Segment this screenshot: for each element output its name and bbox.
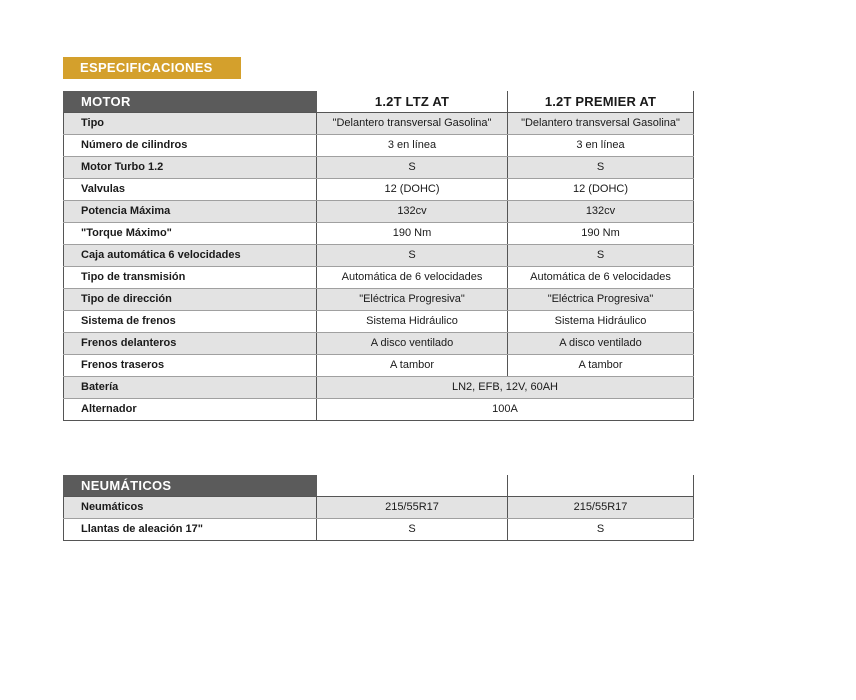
motor-spec-table (63, 91, 694, 421)
row-value-premier: 12 (DOHC) (508, 178, 694, 200)
row-label: Tipo de dirección (64, 288, 317, 310)
row-value-merged: LN2, EFB, 12V, 60AH (317, 376, 694, 398)
column-header-ltz: 1.2T LTZ AT (317, 91, 508, 112)
table-row (64, 496, 694, 518)
row-label: Neumáticos (64, 496, 317, 518)
row-value-premier: S (508, 518, 694, 540)
row-value-ltz: Sistema Hidráulico (317, 310, 508, 332)
table-row (64, 156, 694, 178)
row-value-premier: 215/55R17 (508, 496, 694, 518)
row-value-premier: Automática de 6 velocidades (508, 266, 694, 288)
row-label: Alternador (64, 398, 317, 420)
row-label: Valvulas (64, 178, 317, 200)
row-value-premier: 190 Nm (508, 222, 694, 244)
row-value-premier: "Delantero transversal Gasolina" (508, 112, 694, 134)
row-label: Potencia Máxima (64, 200, 317, 222)
motor-header-row (64, 91, 694, 112)
row-value-ltz: S (317, 156, 508, 178)
table-row (64, 266, 694, 288)
table-row (64, 518, 694, 540)
row-value-ltz: 132cv (317, 200, 508, 222)
row-label: Caja automática 6 velocidades (64, 244, 317, 266)
row-value-ltz: A disco ventilado (317, 332, 508, 354)
row-value-premier: 3 en línea (508, 134, 694, 156)
column-header-empty (508, 475, 694, 496)
tires-spec-table (63, 475, 694, 541)
row-value-premier: A tambor (508, 354, 694, 376)
table-row (64, 178, 694, 200)
row-value-premier: Sistema Hidráulico (508, 310, 694, 332)
row-label: Número de cilindros (64, 134, 317, 156)
tires-header-row (64, 475, 694, 496)
row-value-ltz: 190 Nm (317, 222, 508, 244)
row-value-ltz: A tambor (317, 354, 508, 376)
table-row (64, 244, 694, 266)
row-value-premier: S (508, 244, 694, 266)
row-value-ltz: S (317, 244, 508, 266)
row-value-premier: S (508, 156, 694, 178)
table-row (64, 398, 694, 420)
table-row (64, 288, 694, 310)
row-label: "Torque Máximo" (64, 222, 317, 244)
row-value-ltz: "Delantero transversal Gasolina" (317, 112, 508, 134)
column-header-empty (317, 475, 508, 496)
row-value-premier: "Eléctrica Progresiva" (508, 288, 694, 310)
row-value-ltz: S (317, 518, 508, 540)
row-label: Frenos delanteros (64, 332, 317, 354)
row-label: Frenos traseros (64, 354, 317, 376)
row-value-ltz: 215/55R17 (317, 496, 508, 518)
row-value-merged: 100A (317, 398, 694, 420)
row-value-ltz: "Eléctrica Progresiva" (317, 288, 508, 310)
section-title: ESPECIFICACIONES (63, 57, 241, 79)
row-label: Sistema de frenos (64, 310, 317, 332)
row-label: Tipo (64, 112, 317, 134)
row-value-premier: A disco ventilado (508, 332, 694, 354)
motor-header: MOTOR (64, 91, 317, 112)
row-value-ltz: Automática de 6 velocidades (317, 266, 508, 288)
table-row (64, 354, 694, 376)
column-header-premier: 1.2T PREMIER AT (508, 91, 694, 112)
row-value-ltz: 12 (DOHC) (317, 178, 508, 200)
table-row (64, 134, 694, 156)
table-row (64, 332, 694, 354)
row-value-premier: 132cv (508, 200, 694, 222)
row-value-ltz: 3 en línea (317, 134, 508, 156)
table-row (64, 222, 694, 244)
row-label: Tipo de transmisión (64, 266, 317, 288)
row-label: Llantas de aleación 17" (64, 518, 317, 540)
row-label: Batería (64, 376, 317, 398)
tires-header: NEUMÁTICOS (64, 475, 317, 496)
table-row (64, 112, 694, 134)
table-row (64, 310, 694, 332)
row-label: Motor Turbo 1.2 (64, 156, 317, 178)
table-row (64, 200, 694, 222)
table-row (64, 376, 694, 398)
